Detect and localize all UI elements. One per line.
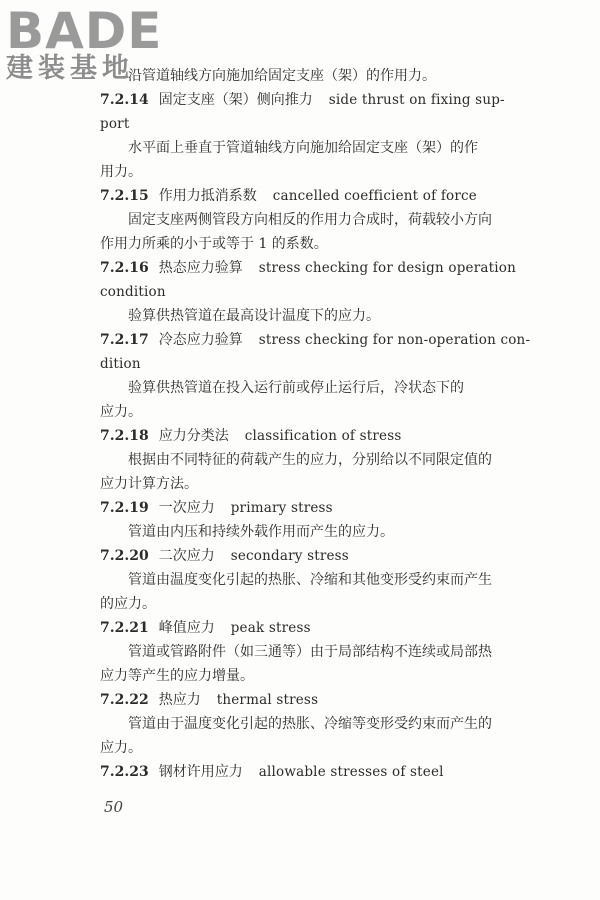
term-english: side thrust on fixing sup- bbox=[328, 92, 505, 108]
term-english: classification of stress bbox=[244, 428, 402, 444]
term-chinese: 热态应力验算 bbox=[158, 260, 243, 276]
term-definition: 应力。 bbox=[100, 740, 142, 756]
term-definition: 水平面上垂直于管道轴线方向施加给固定支座（架）的作 bbox=[128, 140, 478, 156]
term-chinese: 固定支座（架）侧向推力 bbox=[158, 92, 313, 108]
term-definition: 根据由不同特征的荷载产生的应力，分别给以不同限定值的 bbox=[128, 452, 492, 468]
term-english-continued: dition bbox=[100, 356, 141, 372]
top-fragment: 沿管道轴线方向施加给固定支座（架）的作用力。 bbox=[128, 68, 436, 84]
term-number: 7.2.17 bbox=[100, 332, 149, 348]
term-heading bbox=[100, 184, 520, 208]
term-number: 7.2.19 bbox=[100, 500, 149, 516]
term-chinese: 作用力抵消系数 bbox=[158, 188, 257, 204]
term-chinese: 应力分类法 bbox=[158, 428, 229, 444]
term-chinese: 冷态应力验算 bbox=[158, 332, 243, 348]
term-chinese: 一次应力 bbox=[158, 500, 215, 516]
term-number: 7.2.15 bbox=[100, 188, 149, 204]
document-body bbox=[100, 64, 531, 784]
term-definition: 验算供热管道在最高设计温度下的应力。 bbox=[128, 308, 380, 324]
page-number: 50 bbox=[104, 798, 124, 816]
term-definition: 应力等产生的应力增量。 bbox=[100, 668, 254, 684]
term-heading bbox=[100, 328, 531, 352]
term-heading bbox=[100, 544, 520, 568]
term-definition: 用力。 bbox=[100, 164, 142, 180]
term-chinese: 钢材许用应力 bbox=[158, 764, 243, 780]
term-definition: 管道由于温度变化引起的热胀、冷缩等变形受约束而产生的 bbox=[128, 716, 492, 732]
term-english-continued: condition bbox=[100, 284, 166, 300]
term-definition: 应力。 bbox=[100, 404, 142, 420]
term-definition: 固定支座两侧管段方向相反的作用力合成时，荷载较小方向 bbox=[128, 212, 492, 228]
term-heading bbox=[100, 496, 520, 520]
term-number: 7.2.16 bbox=[100, 260, 149, 276]
term-english: cancelled coefficient of force bbox=[272, 188, 477, 204]
term-english-continued: port bbox=[100, 116, 130, 132]
term-definition: 的应力。 bbox=[100, 596, 156, 612]
term-number: 7.2.22 bbox=[100, 692, 149, 708]
term-definition: 管道由内压和持续外载作用而产生的应力。 bbox=[128, 524, 394, 540]
term-heading bbox=[100, 616, 520, 640]
term-english: peak stress bbox=[230, 620, 311, 636]
term-heading bbox=[100, 256, 520, 280]
term-definition: 应力计算方法。 bbox=[100, 476, 198, 492]
term-definition: 验算供热管道在投入运行前或停止运行后，冷状态下的 bbox=[128, 380, 464, 396]
term-english: primary stress bbox=[230, 500, 333, 516]
logo-text: BADE bbox=[6, 2, 163, 60]
term-english: stress checking for design operation bbox=[258, 260, 516, 276]
term-number: 7.2.18 bbox=[100, 428, 149, 444]
logo-subtitle: 建装基地 bbox=[6, 53, 134, 84]
term-number: 7.2.21 bbox=[100, 620, 149, 636]
term-english: secondary stress bbox=[230, 548, 349, 564]
term-english: allowable stresses of steel bbox=[258, 764, 444, 780]
term-number: 7.2.14 bbox=[100, 92, 149, 108]
term-chinese: 峰值应力 bbox=[158, 620, 215, 636]
term-number: 7.2.23 bbox=[100, 764, 149, 780]
term-definition: 作用力所乘的小于或等于 1 的系数。 bbox=[100, 236, 328, 252]
term-chinese: 热应力 bbox=[158, 692, 201, 708]
term-heading bbox=[100, 424, 520, 448]
term-heading bbox=[100, 688, 520, 712]
term-number: 7.2.20 bbox=[100, 548, 149, 564]
term-english: thermal stress bbox=[216, 692, 319, 708]
term-chinese: 二次应力 bbox=[158, 548, 215, 564]
term-heading bbox=[100, 760, 520, 784]
term-definition: 管道由温度变化引起的热胀、冷缩和其他变形受约束而产生 bbox=[128, 572, 492, 588]
term-english: stress checking for non-operation con- bbox=[258, 332, 531, 348]
term-heading bbox=[100, 88, 520, 112]
term-definition: 管道或管路附件（如三通等）由于局部结构不连续或局部热 bbox=[128, 644, 492, 660]
